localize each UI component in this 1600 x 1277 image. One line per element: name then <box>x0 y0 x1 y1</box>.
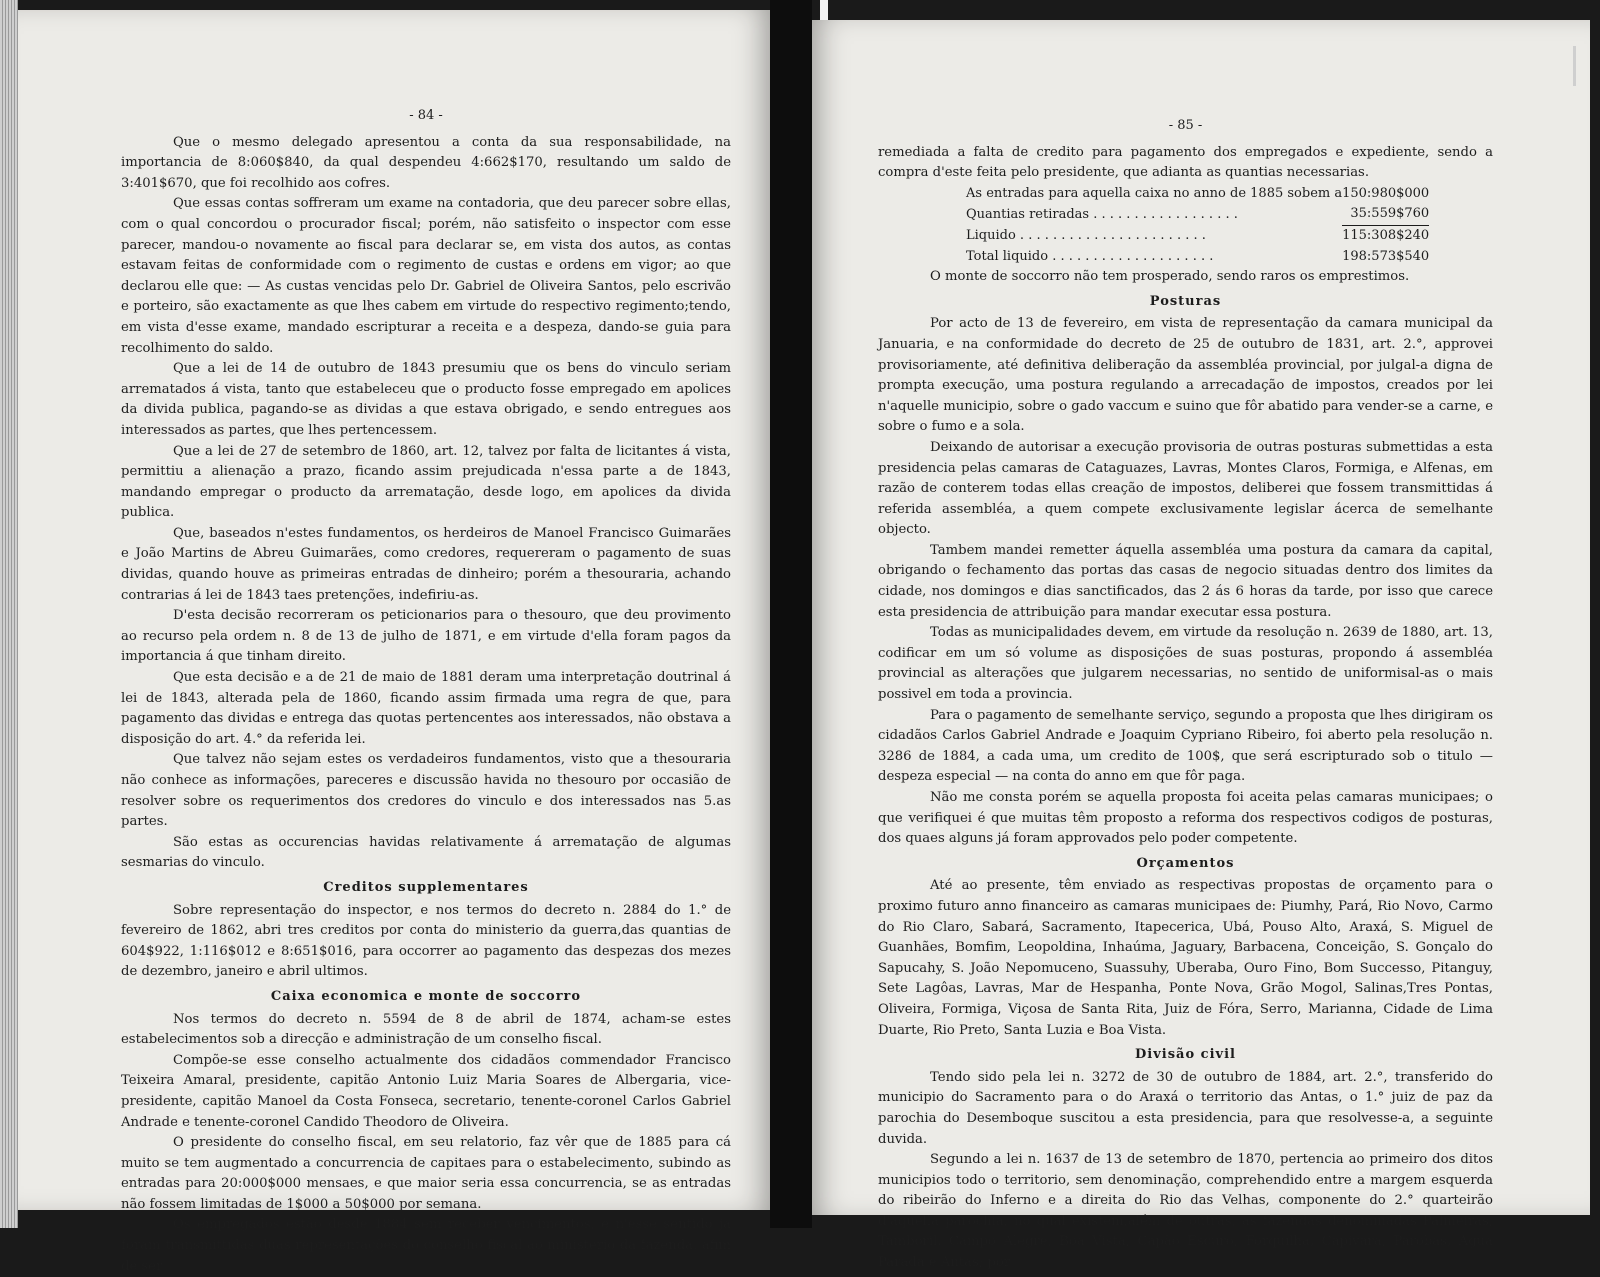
paragraph: Que a lei de 27 de setembro de 1860, art. 12, talvez por falta de licitantes á vista, permittiu a alienação a prazo, ficando assim prejudicada n'essa parte a de 1843, mandando empregar o producto da arrematação, desde logo, em apolices da divida publica. <box>121 443 731 521</box>
row-label: Total liquido . . . . . . . . . . . . . . . . . . . . <box>966 248 1214 264</box>
paragraph: Que essas contas soffreram um exame na contadoria, que deu parecer sobre ellas, com o qual concordou o procurador fiscal; porém, não satisfeito o inspector com esse parecer, mandou-o novamente ao fiscal para declarar se, em vista dos autos, as contas estavam feitas de conformidade com o regimento de custas e ordens em vigor; ao que declarou elle que: — As custas vencidas pelo Dr. Gabriel de Oliveira Santos, pelo escrivão e porteiro, são exactamente as que lhes cabem em virtude do respectivo regimento;tendo, em vista d'esse exame, mandado escripturar a receita e a despeza, dando-se guia para recolhimento do saldo. <box>121 196 731 356</box>
section-heading: Creditos supplementares <box>323 879 529 895</box>
paragraph: O monte de soccorro não tem prosperado, sendo raros os emprestimos. <box>930 269 1410 285</box>
section-heading: Orçamentos <box>1136 855 1235 871</box>
paragraph: Que o mesmo delegado apresentou a conta da sua responsabilidade, na importancia de 8:060$840, da qual despendeu 4:662$170, resultando um saldo de 3:401$670, que foi recolhido aos cofres. <box>121 134 731 191</box>
left-page <box>18 10 770 1274</box>
left-page-text <box>121 106 731 1277</box>
section-heading: Divisão civil <box>1135 1047 1236 1063</box>
page-mark <box>1573 46 1576 86</box>
right-page-text <box>878 116 1493 1274</box>
paragraph: Os empregados estão desde 1884 sem receber vencimentos, e n'esse sentido já foram transmittidas duas representações do conselho fiscal ao ministerio da fazenda, afim de ser <box>121 1217 731 1274</box>
table-row <box>966 204 1429 225</box>
page-number-right: - 85 - <box>1168 118 1203 133</box>
row-label: Quantias retiradas . . . . . . . . . . . . . . . . . . <box>966 206 1238 222</box>
row-label: Liquido . . . . . . . . . . . . . . . . . . . . . . . <box>966 227 1206 243</box>
paragraph: São estas as occurencias havidas relativamente á arrematação de algumas sesmarias do vinculo. <box>121 834 731 871</box>
table-row <box>966 247 1429 268</box>
gutter-strip <box>820 0 828 20</box>
page-number-left: - 84 - <box>409 108 443 123</box>
row-value: 35:559$760 <box>1342 204 1429 225</box>
section-heading: Caixa economica e monte de soccorro <box>270 988 582 1004</box>
right-page-intro <box>878 143 1493 184</box>
paragraph: remediada a falta de credito para pagamento dos empregados e expediente, sendo a compra d'este feita pelo presidente, que adianta as quantias necessarias. <box>878 144 1493 181</box>
paragraph: Sobre representação do inspector, e nos termos do decreto n. 2884 do 1.° de fevereiro de 1862, abri tres creditos por conta do ministerio da guerra,das quantias de 604$922, 1:116$012 e 8:651$016, para occorrer ao pagamento das despezas dos mezes de dezembro, janeiro e abril ultimos. <box>121 902 731 980</box>
right-page <box>812 20 1590 1271</box>
paragraph: D'esta decisão recorreram os peticionarios para o thesouro, que deu provimento ao recurso pela ordem n. 8 de 13 de julho de 1871, e em virtude d'ella foram pagos da importancia á que tinham direito. <box>121 608 731 665</box>
left-page-body <box>121 133 731 1277</box>
paragraph: Que talvez não sejam estes os verdadeiros fundamentos, visto que a thesouraria não conhece as informações, pareceres e discussão havida no thesouro por occasião de resolver sobre os requerimentos dos credores do vinculo e dos interessados nas 5.as partes. <box>121 752 731 830</box>
table-row <box>966 225 1429 246</box>
paragraph: Segundo a lei n. 1637 de 13 de setembro de 1870, pertencia ao primeiro dos ditos municipios todo o territorio, sem denominação, comprehendido entre a margem esquerda do ribeirão do Inferno e a direita do Rio das Velhas, componente do 2.° quarteirão d'aquella parochia, no qual existem,além de outras, as fazendas denominadas Palmeiras, Tamboril, Campo Alegre, Boa Vista, Capão Escuro, Forquilha, Capivara, Parobas, Agua Parada e Antas; por <box>878 1152 1493 1271</box>
paragraph: Tendo sido pela lei n. 3272 de 30 de outubro de 1884, art. 2.°, transferido do municipio do Sacramento para o do Araxá o territorio das Antas, o 1.° juiz de paz da parochia do Desemboque suscitou a esta presidencia, para que resolvesse-a, a seguinte duvida. <box>878 1069 1493 1147</box>
paragraph: Que esta decisão e a de 21 de maio de 1881 deram uma interpretação doutrinal á lei de 1843, alterada pela de 1860, ficando assim firmada uma regra de que, para pagamento das dividas e entrega das quotas pertencentes aos interessados, não obstava a disposição do art. 4.° da referida lei. <box>121 670 731 747</box>
row-value: 198:573$540 <box>1342 248 1430 264</box>
caixa-table <box>966 184 1429 267</box>
row-value: 150:980$000 <box>1342 185 1430 201</box>
paragraph: O presidente do conselho fiscal, em seu relatorio, faz vêr que de 1885 para cá muito se tem augmentado a concurrencia de capitaes para o estabelecimento, subindo as entradas para 20:000$000 mensaes, e que maior seria essa concurrencia, se as entradas não fossem limitadas de 1$000 a 50$000 por semana. <box>121 1135 731 1212</box>
table-row <box>966 184 1429 205</box>
book-gutter <box>770 0 812 1228</box>
row-value: 115:308$240 <box>1342 227 1430 243</box>
paragraph: Para o pagamento de semelhante serviço, segundo a proposta que lhes dirigiram os cidadãos Carlos Gabriel Andrade e Joaquim Cypriano Ribeiro, foi aberto pela resolução n. 3286 de 1884, a cada uma, um credito de 100$, que será escripturado sob o titulo — despeza especial — na conta do anno em que fôr paga. <box>878 707 1493 785</box>
paragraph: Que a lei de 14 de outubro de 1843 presumiu que os bens do vinculo seriam arrematados á vista, tanto que estabeleceu que o producto fosse empregado em apolices da divida publica, pagando-se as dividas a que estava obrigado, e sendo entregues aos interessados as partes, que lhes pertencessem. <box>121 361 731 438</box>
paragraph: Até ao presente, têm enviado as respectivas propostas de orçamento para o proximo futuro anno financeiro as camaras municipaes de: Piumhy, Pará, Rio Novo, Carmo do Rio Claro, Sabará, Sacramento, Itapecerica, Ubá, Pouso Alto, Araxá, S. Miguel de Guanhães, Bomfim, Leopoldina, Inhaúma, Jaguary, Barbacena, Conceição, S. Gonçalo do Sapucahy, S. João Nepomuceno, Suassuhy, Uberaba, Ouro Fino, Bom Successo, Pitanguy, Sete Lagôas, Lavras, Mar de Hespanha, Ponte Nova, Grão Mogol, Salinas,Tres Pontas, Oliveira, Formiga, Viçosa de Santa Rita, Juiz de Fóra, Serro, Marianna, Cidade de Lima Duarte, Rio Preto, Santa Luzia e Boa Vista. <box>878 878 1493 1038</box>
row-label: As entradas para aquella caixa no anno de 1885 sobem a <box>966 185 1343 201</box>
paragraph: Deixando de autorisar a execução provisoria de outras posturas submettidas a esta presidencia pelas camaras de Cataguazes, Lavras, Montes Claros, Formiga, e Alfenas, em razão de conterem todas ellas creação de impostos, deliberei que fossem transmittidas á referida assembléa, a quem compete exclusivamente legislar ácerca de semelhante objecto. <box>878 439 1493 538</box>
paragraph: Nos termos do decreto n. 5594 de 8 de abril de 1874, acham-se estes estabelecimentos sob a direcção e administração de um conselho fiscal. <box>121 1011 731 1048</box>
right-page-body <box>878 292 1493 1274</box>
paragraph: Compõe-se esse conselho actualmente dos cidadãos commendador Francisco Teixeira Amaral, presidente, capitão Antonio Luiz Maria Soares de Albergaria, vice-presidente, capitão Manoel da Costa Fonseca, secretario, tenente-coronel Carlos Gabriel Andrade e tenente-coronel Candido Theodoro de Oliveira. <box>121 1052 731 1130</box>
paragraph: Tambem mandei remetter áquella assembléa uma postura da camara da capital, obrigando o fechamento das portas das casas de negocio situadas dentro dos limites da cidade, nos domingos e dias sanctificados, das 2 ás 6 horas da tarde, por isso que carece esta presidencia de attribuição para mandar executar essa postura. <box>878 542 1493 620</box>
paragraph: Por acto de 13 de fevereiro, em vista de representação da camara municipal da Januaria, e na conformidade do decreto de 25 de outubro de 1831, art. 2.°, approvei provisoriamente, até definitiva deliberação da assembléa provincial, por julgal-a digna de prompta execução, uma postura regulando a arrecadação de impostos, creados por lei n'aquelle municipio, sobre o gado vaccum e suino que fôr abatido para vender-se a carne, e sobre o fumo e a sola. <box>878 316 1493 435</box>
paragraph: Que, baseados n'estes fundamentos, os herdeiros de Manoel Francisco Guimarães e João Martins de Abreu Guimarães, como credores, requereram o pagamento de suas dividas, quando houve as primeiras entradas de dinheiro; porém a thesouraria, achando contrarias á lei de 1843 taes pretenções, indefiriu-as. <box>121 525 731 603</box>
page-edges <box>0 0 18 1228</box>
section-heading: Posturas <box>1149 293 1222 309</box>
paragraph: Todas as municipalidades devem, em virtude da resolução n. 2639 de 1880, art. 13, codificar em um só volume as disposições de suas posturas, propondo á assembléa provincial as alterações que julgarem necessarias, no sentido de uniformisal-as o mais possivel em toda a provincia. <box>878 625 1493 703</box>
paragraph: Não me consta porém se aquella proposta foi aceita pelas camaras municipaes; o que verifiquei é que muitas têm proposto a reforma dos respectivos codigos de posturas, dos quaes alguns já foram approvados pelo poder competente. <box>878 790 1493 847</box>
